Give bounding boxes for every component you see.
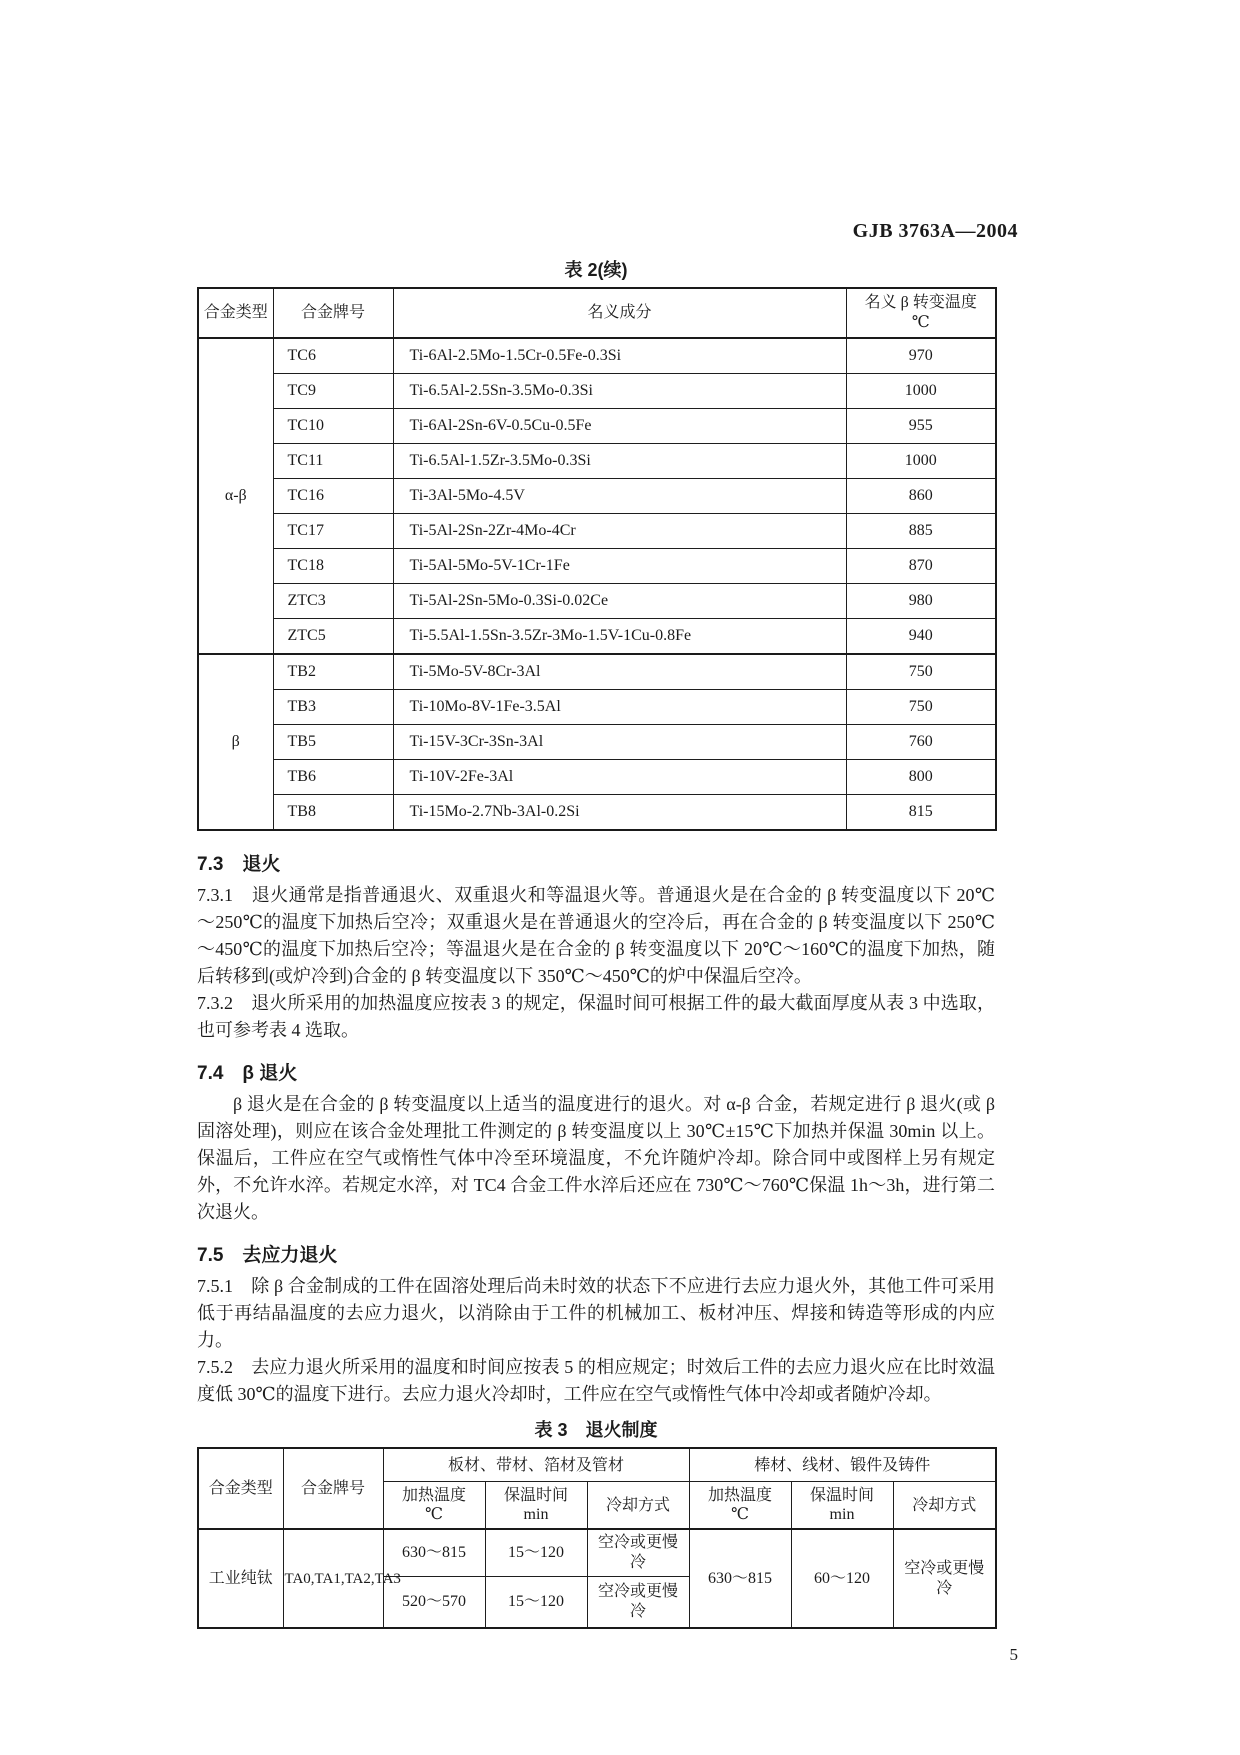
heat-temp-label: 加热温度 [707,1487,772,1504]
section-heading-7-3: 7.3 退火 [197,854,281,875]
table-row [198,584,996,619]
alloy-grade-cell: TC17 [273,514,393,549]
paragraph-7-4: β 退火是在合金的 β 转变温度以上适当的温度进行的退火。对 α-β 合金，若规定进行 β 退火(或 β 固溶处理)，则应在该合金处理批工件测定的 β 转变温度以上 30℃±15℃下加热并保温 30min 以上。保温后，工件应在空气或惰性气体中冷至环境温度，不允许随炉冷却。除合同中或图样上另有规定外，不允许水淬。若规定水淬，对 TC4 合金工件水淬后还应在 730℃～760℃保温 1h～3h，进行第二次退火。 [197,1094,995,1222]
alloy-grade-cell: TC10 [273,409,393,444]
beta-temp-cell: 800 [846,760,996,795]
beta-temp-cell: 980 [846,584,996,619]
alloy-composition-table [197,287,997,831]
beta-temp-cell: 1000 [846,444,996,479]
alloy-grade-cell: TB2 [273,654,393,690]
composition-cell: Ti-10V-2Fe-3Al [393,760,846,795]
composition-cell: Ti-15Mo-2.7Nb-3Al-0.2Si [393,795,846,831]
table3-group-header-row [198,1448,996,1482]
heat-temp-label: 加热温度 [401,1487,466,1504]
alloy-grade-cell: TC11 [273,444,393,479]
page-number: 5 [1009,1645,1018,1664]
hold-time-label: 保温时间 [809,1487,874,1504]
table-row [198,549,996,584]
table3-title: 表 3 退火制度 [534,1420,658,1440]
composition-cell: Ti-5Al-2Sn-5Mo-0.3Si-0.02Ce [393,584,846,619]
hold-time-label: 保温时间 [503,1487,568,1504]
cooling-method-cell: 空冷或更慢冷 [893,1529,996,1628]
hold-time-unit: min [523,1506,549,1523]
table3-header-heat-temp-bar [689,1482,791,1530]
section-heading-7-5: 7.5 去应力退火 [197,1245,338,1266]
alloy-grades-cell: TA0,TA1,TA2,TA3 [283,1529,383,1628]
alloy-grade-cell: TC18 [273,549,393,584]
table3-group-bar: 棒材、线材、锻件及铸件 [689,1448,996,1482]
alloy-type-cell: α-β [198,338,273,654]
paragraph-7-5-1: 7.5.1 除 β 合金制成的工件在固溶处理后尚未时效的状态下不应进行去应力退火外，其他工件可采用低于再结晶温度的去应力退火，以消除由于工件的机械加工、板材冲压、焊接和铸造等形成的内应力。 [197,1276,995,1350]
table-row [198,1529,996,1577]
alloy-grade-cell: TC6 [273,338,393,374]
table-row [198,514,996,549]
composition-cell: Ti-15V-3Cr-3Sn-3Al [393,725,846,760]
composition-cell: Ti-5Al-2Sn-2Zr-4Mo-4Cr [393,514,846,549]
table3-header-cooling-bar: 冷却方式 [893,1482,996,1530]
hold-time-cell: 15～120 [485,1529,587,1577]
table-row [198,409,996,444]
composition-cell: Ti-5Al-5Mo-5V-1Cr-1Fe [393,549,846,584]
table2-header-grade: 合金牌号 [273,288,393,338]
table-row [198,654,996,690]
table-row [198,619,996,655]
table-row [198,338,996,374]
table3-header-hold-time-sheet [485,1482,587,1530]
beta-temp-cell: 815 [846,795,996,831]
section-heading-7-4: 7.4 β 退火 [197,1063,298,1084]
beta-temp-cell: 760 [846,725,996,760]
cooling-method-cell: 空冷或更慢冷 [587,1529,689,1577]
table-row [198,690,996,725]
composition-cell: Ti-10Mo-8V-1Fe-3.5Al [393,690,846,725]
paragraph-7-3-1: 7.3.1 退火通常是指普通退火、双重退火和等温退火等。普通退火是在合金的 β 转变温度以下 20℃～250℃的温度下加热后空冷；双重退火是在普通退火的空冷后，再在合金的 β 转变温度以下 250℃～450℃的温度下加热后空冷；等温退火是在合金的 β 转变温度以下 20℃～160℃的温度下加热，随后转移到(或炉冷到)合金的 β 转变温度以下 350℃～450℃的炉中保温后空冷。 [197,885,995,986]
table2-header-beta-temp-line1: 名义 β 转变温度 [864,294,977,311]
table2-header-row [198,288,996,338]
alloy-grade-cell: TB3 [273,690,393,725]
heat-temp-cell: 630～815 [689,1529,791,1628]
page-content [197,256,995,1629]
alloy-grade-cell: TC9 [273,374,393,409]
paragraph-7-3-2: 7.3.2 退火所采用的加热温度应按表 3 的规定，保温时间可根据工件的最大截面厚度从表 3 中选取，也可参考表 4 选取。 [197,993,995,1040]
beta-temp-cell: 750 [846,690,996,725]
alloy-grade-cell: TB5 [273,725,393,760]
table3-header-type: 合金类型 [198,1448,283,1529]
table3-group-sheet: 板材、带材、箔材及管材 [383,1448,689,1482]
table2-header-composition: 名义成分 [393,288,846,338]
table3-header-heat-temp-sheet [383,1482,485,1530]
heat-temp-unit: ℃ [425,1506,443,1523]
table2-header-beta-temp-unit: ℃ [911,314,930,331]
table-row [198,795,996,831]
table-row [198,479,996,514]
annealing-regime-table [197,1447,997,1629]
table2-header-type: 合金类型 [198,288,273,338]
document-number: GJB 3763A—2004 [852,220,1018,242]
heat-temp-unit: ℃ [731,1506,749,1523]
heat-temp-cell: 630～815 [383,1529,485,1577]
composition-cell: Ti-3Al-5Mo-4.5V [393,479,846,514]
alloy-type-cell: β [198,654,273,830]
alloy-grade-cell: TB8 [273,795,393,831]
composition-cell: Ti-5.5Al-1.5Sn-3.5Zr-3Mo-1.5V-1Cu-0.8Fe [393,619,846,655]
beta-temp-cell: 940 [846,619,996,655]
table3-header-grade: 合金牌号 [283,1448,383,1529]
hold-time-unit: min [829,1506,855,1523]
cooling-method-cell: 空冷或更慢冷 [587,1577,689,1629]
table3-header-hold-time-bar [791,1482,893,1530]
table2-title: 表 2(续) [564,260,628,280]
composition-cell: Ti-6Al-2Sn-6V-0.5Cu-0.5Fe [393,409,846,444]
composition-cell: Ti-6.5Al-1.5Zr-3.5Mo-0.3Si [393,444,846,479]
beta-temp-cell: 970 [846,338,996,374]
composition-cell: Ti-5Mo-5V-8Cr-3Al [393,654,846,690]
beta-temp-cell: 870 [846,549,996,584]
paragraph-7-5-2: 7.5.2 去应力退火所采用的温度和时间应按表 5 的相应规定；时效后工件的去应力退火应在比时效温度低 30℃的温度下进行。去应力退火冷却时，工件应在空气或惰性气体中冷却或者随炉冷却。 [197,1357,995,1404]
hold-time-cell: 15～120 [485,1577,587,1629]
alloy-grade-cell: TB6 [273,760,393,795]
beta-temp-cell: 860 [846,479,996,514]
alloy-grade-cell: ZTC3 [273,584,393,619]
beta-temp-cell: 750 [846,654,996,690]
composition-cell: Ti-6.5Al-2.5Sn-3.5Mo-0.3Si [393,374,846,409]
table3-header-cooling-sheet: 冷却方式 [587,1482,689,1530]
alloy-type-cell: 工业纯钛 [198,1529,283,1628]
beta-temp-cell: 1000 [846,374,996,409]
beta-temp-cell: 885 [846,514,996,549]
table-row [198,760,996,795]
hold-time-cell: 60～120 [791,1529,893,1628]
beta-temp-cell: 955 [846,409,996,444]
table2-header-beta-temp [846,288,996,338]
alloy-grade-cell: ZTC5 [273,619,393,655]
composition-cell: Ti-6Al-2.5Mo-1.5Cr-0.5Fe-0.3Si [393,338,846,374]
alloy-grade-cell: TC16 [273,479,393,514]
table-row [198,374,996,409]
table-row [198,725,996,760]
heat-temp-cell: 520～570 [383,1577,485,1629]
table-row [198,444,996,479]
